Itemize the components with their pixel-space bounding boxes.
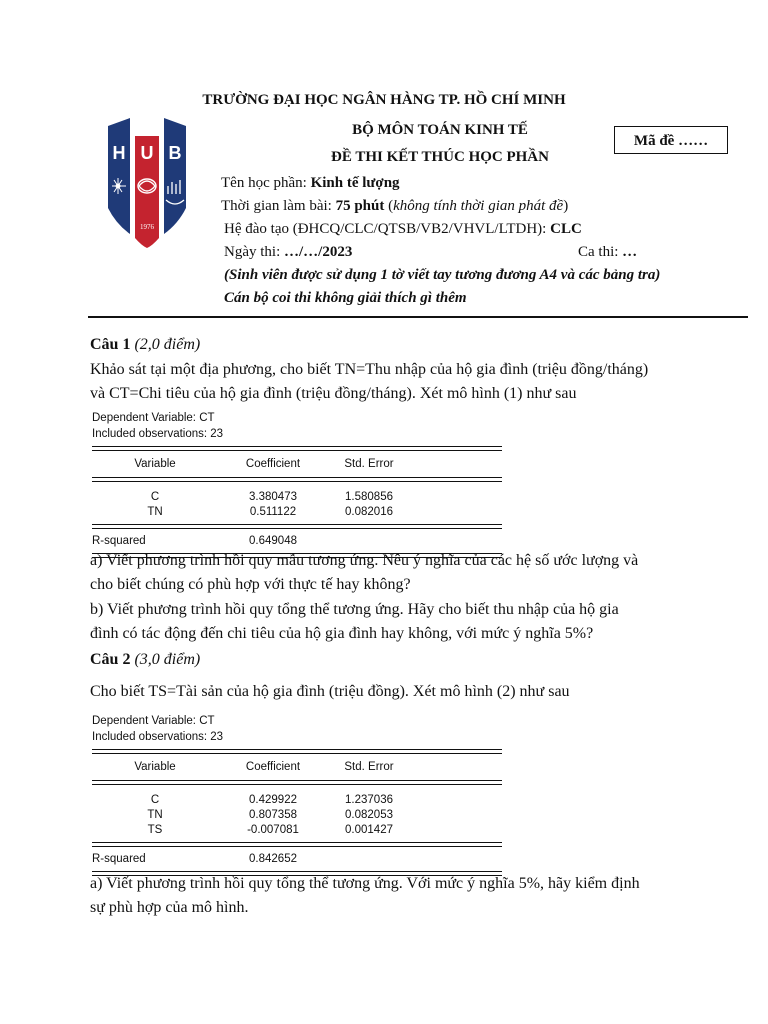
q2-title: Câu 2	[90, 651, 131, 668]
table-row	[92, 808, 502, 823]
col-std-error: Std. Error	[344, 458, 394, 470]
row-coef: 0.807358	[249, 809, 297, 821]
note-proctor: Cán bộ coi thi không giải thích gì thêm	[224, 290, 467, 306]
q2-points: (3,0 điểm)	[134, 651, 201, 668]
logo-letter-u: U	[140, 143, 154, 163]
table-rule	[92, 446, 502, 451]
shift-label: Ca thi:	[578, 244, 623, 260]
q1-intro	[90, 358, 680, 406]
q1-intro-line1: Khảo sát tại một địa phương, cho biết TN=Thu nhập của hộ gia đình (triệu đồng/tháng)	[90, 361, 649, 378]
time-note-open: (	[384, 198, 394, 214]
row-var: C	[150, 794, 160, 806]
q1-observations: Included observations: 23	[92, 428, 224, 440]
logo-letter-b: B	[168, 143, 182, 163]
exam-code-box: Mã đề ……	[614, 126, 728, 154]
row-coef: 3.380473	[249, 491, 297, 503]
q1-points: (2,0 điểm)	[134, 336, 201, 353]
table-rule	[92, 524, 502, 529]
q1-part-b-line2: đình có tác động đến chi tiêu của hộ gia đình hay không, với mức ý nghĩa 5%?	[90, 625, 594, 642]
table-row	[92, 823, 502, 838]
rsq-value: 0.842652	[249, 853, 297, 865]
header-divider	[88, 316, 748, 318]
logo-letter-h: H	[112, 143, 126, 163]
q1-part-a-line1: a) Viết phương trình hồi quy mẫu tương ứng. Nêu ý nghĩa của các hệ số ước lượng và	[90, 552, 639, 569]
university-name: TRƯỜNG ĐẠI HỌC NGÂN HÀNG TP. HỒ CHÍ MINH	[202, 92, 566, 108]
q2-observations: Included observations: 23	[92, 731, 224, 743]
col-coefficient: Coefficient	[245, 458, 301, 470]
q2-intro: Cho biết TS=Tài sản của hộ gia đình (triệu đồng). Xét mô hình (2) như sau	[90, 683, 570, 700]
row-coef: 0.511122	[249, 506, 297, 518]
time-note: không tính thời gian phát đề	[393, 198, 564, 214]
q1-part-b-line1: b) Viết phương trình hồi quy tổng thể tương ứng. Hãy cho biết thu nhập của hộ gia	[90, 601, 619, 618]
table-rule	[92, 749, 502, 754]
row-se: 0.082053	[345, 809, 393, 821]
q2-part-a	[90, 872, 680, 920]
q2-dependent-var: Dependent Variable: CT	[92, 715, 215, 727]
rsq-value: 0.649048	[249, 535, 297, 547]
rsq-label: R-squared	[92, 535, 146, 547]
q2-heading	[90, 651, 200, 669]
date-value: …/…/2023	[284, 244, 353, 260]
time-label: Thời gian làm bài:	[221, 198, 336, 214]
shift-value: …	[622, 244, 638, 260]
q1-title: Câu 1	[90, 336, 131, 353]
department-name: BỘ MÔN TOÁN KINH TẾ	[352, 122, 528, 138]
time-value: 75 phút	[335, 198, 385, 214]
table-rule	[92, 842, 502, 847]
row-se: 1.580856	[345, 491, 393, 503]
q1-part-a	[90, 549, 680, 597]
col-coefficient: Coefficient	[245, 761, 301, 773]
row-var: TN	[147, 506, 163, 518]
q1-intro-line2: và CT=Chi tiêu của hộ gia đình (triệu đồng/tháng). Xét mô hình (1) như sau	[90, 385, 577, 402]
row-se: 0.001427	[345, 824, 393, 836]
course-name: Kinh tế lượng	[310, 175, 400, 191]
q1-heading	[90, 336, 200, 354]
rsq-label: R-squared	[92, 853, 146, 865]
note-materials: (Sinh viên được sử dụng 1 tờ viết tay tương đương A4 và các bảng tra)	[224, 267, 661, 283]
table-rsq-row	[92, 852, 502, 867]
program-label: Hệ đào tạo (ĐHCQ/CLC/QTSB/VB2/VHVL/LTDH):	[224, 221, 551, 237]
q2-part-a-line1: a) Viết phương trình hồi quy tổng thể tương ứng. Với mức ý nghĩa 5%, hãy kiểm định	[90, 875, 640, 892]
table-row	[92, 793, 502, 808]
row-coef: -0.007081	[247, 824, 299, 836]
q1-part-b	[90, 598, 680, 646]
table-header-row	[92, 760, 502, 775]
table-row	[92, 505, 502, 520]
program-value: CLC	[550, 221, 582, 237]
row-se: 1.237036	[345, 794, 393, 806]
logo-shield-right	[164, 118, 186, 234]
program-line	[224, 221, 582, 238]
q1-part-a-line2: cho biết chúng có phù hợp với thực tế hay không?	[90, 576, 411, 593]
date-label: Ngày thi:	[224, 244, 284, 260]
row-var: TS	[147, 824, 163, 836]
table-row	[92, 490, 502, 505]
q1-dependent-var: Dependent Variable: CT	[92, 412, 215, 424]
time-note-close: )	[563, 198, 569, 214]
logo-year: 1976	[140, 223, 154, 231]
hub-logo	[106, 116, 188, 250]
q2-regression-table	[92, 713, 502, 876]
row-se: 0.082016	[345, 506, 393, 518]
col-variable: Variable	[134, 761, 176, 773]
col-std-error: Std. Error	[344, 761, 394, 773]
table-header-row	[92, 457, 502, 472]
shift-line	[578, 244, 637, 261]
time-line	[221, 198, 568, 215]
q2-part-a-line2: sự phù hợp của mô hình.	[90, 899, 249, 916]
exam-title: ĐỀ THI KẾT THÚC HỌC PHẦN	[331, 149, 549, 165]
row-var: TN	[147, 809, 163, 821]
table-rsq-row	[92, 534, 502, 549]
q1-regression-table	[92, 410, 502, 558]
logo-shield-left	[108, 118, 130, 234]
course-label: Tên học phần:	[221, 175, 311, 191]
date-line	[224, 244, 352, 261]
col-variable: Variable	[134, 458, 176, 470]
row-coef: 0.429922	[249, 794, 297, 806]
course-line	[221, 175, 400, 192]
row-var: C	[150, 491, 160, 503]
